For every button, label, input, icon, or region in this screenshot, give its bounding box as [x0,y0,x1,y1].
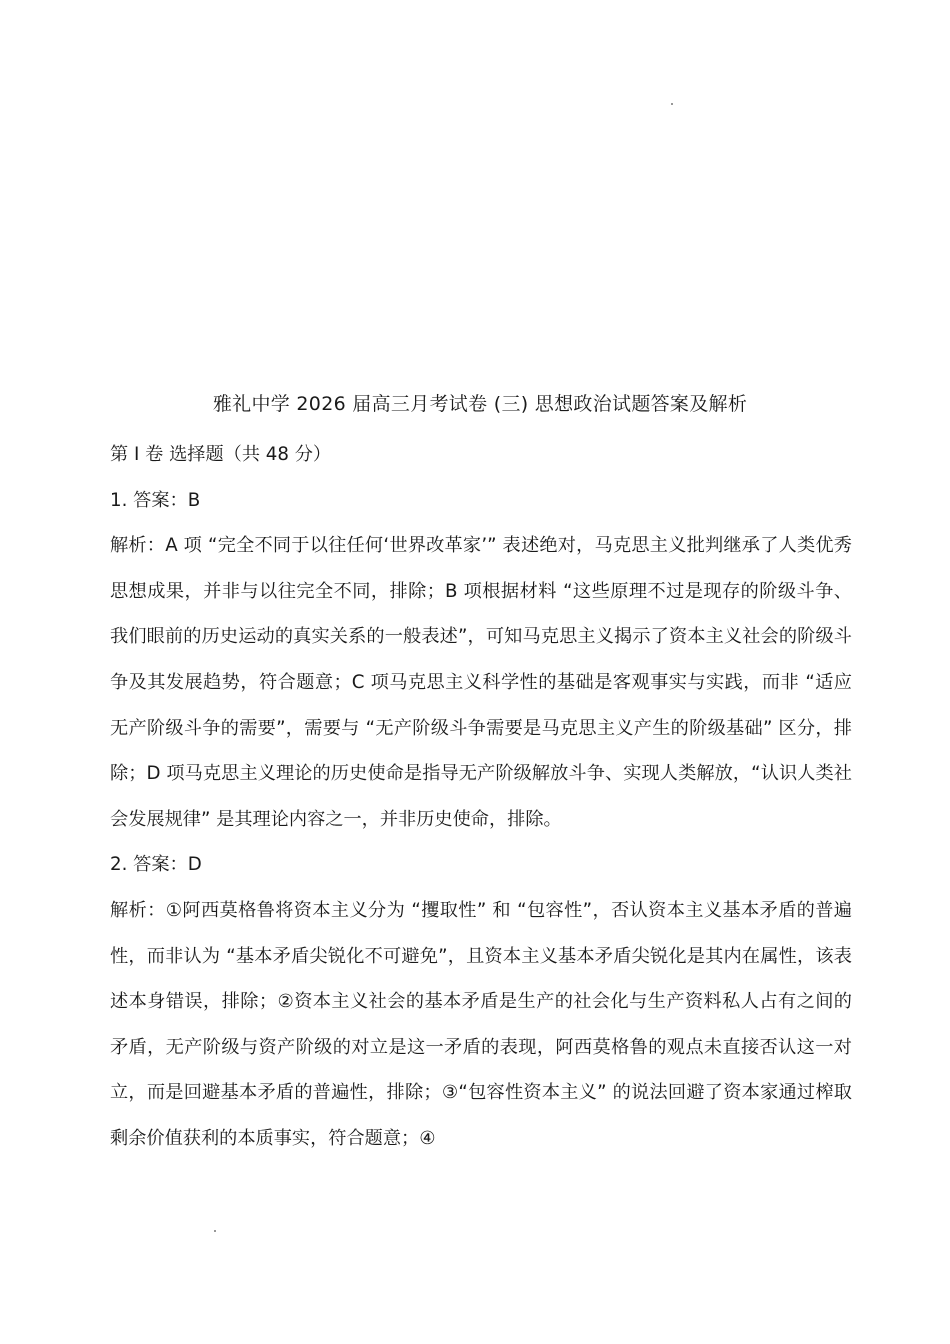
document-title: 雅礼中学 2026 届高三月考试卷 (三) 思想政治试题答案及解析 [212,393,748,415]
scan-speck-top [671,103,673,105]
section-heading: 第 Ⅰ 卷 选择题（共 48 分） [110,444,332,465]
question-1-analysis: 解析：A 项 “完全不同于以往任何‘世界改革家’” 表述绝对，马克思主义批判继承了人类优秀思想成果，并非与以往完全不同，排除；B 项根据材料 “这些原理不过是现存的阶级斗争、我们眼前的历史运动的真实关系的一般表述”，可知马克思主义揭示了资本主义社会的阶级斗争及其发展趋势，符合题意；C 项马克思主义科学性的基础是客观事实与实践，而非 “适应无产阶级斗争的需要”，需要与 “无产阶级斗争需要是马克思主义产生的阶级基础” 区分，排除；D 项马克思主义理论的历史使命是指导无产阶级解放斗争、实现人类解放，“认识人类社会发展规律” 是其理论内容之一，并非历史使命，排除。 [110,535,852,830]
document-body [110,432,852,1162]
question-2-answer: 2. 答案：D [110,854,202,876]
question-1-answer: 1. 答案：B [110,489,201,511]
question-2-analysis: 解析：①阿西莫格鲁将资本主义分为 “攫取性” 和 “包容性”，否认资本主义基本矛盾的普遍性，而非认为 “基本矛盾尖锐化不可避免”，且资本主义基本矛盾尖锐化是其内在属性，该表述本身错误，排除；②资本主义社会的基本矛盾是生产的社会化与生产资料私人占有之间的矛盾，无产阶级与资产阶级的对立是这一矛盾的表现，阿西莫格鲁的观点未直接否认这一对立，而是回避基本矛盾的普遍性，排除；③“包容性资本主义” 的说法回避了资本家通过榨取剩余价值获利的本质事实，符合题意；④ [110,899,852,1149]
scan-speck-bottom [214,1230,216,1232]
